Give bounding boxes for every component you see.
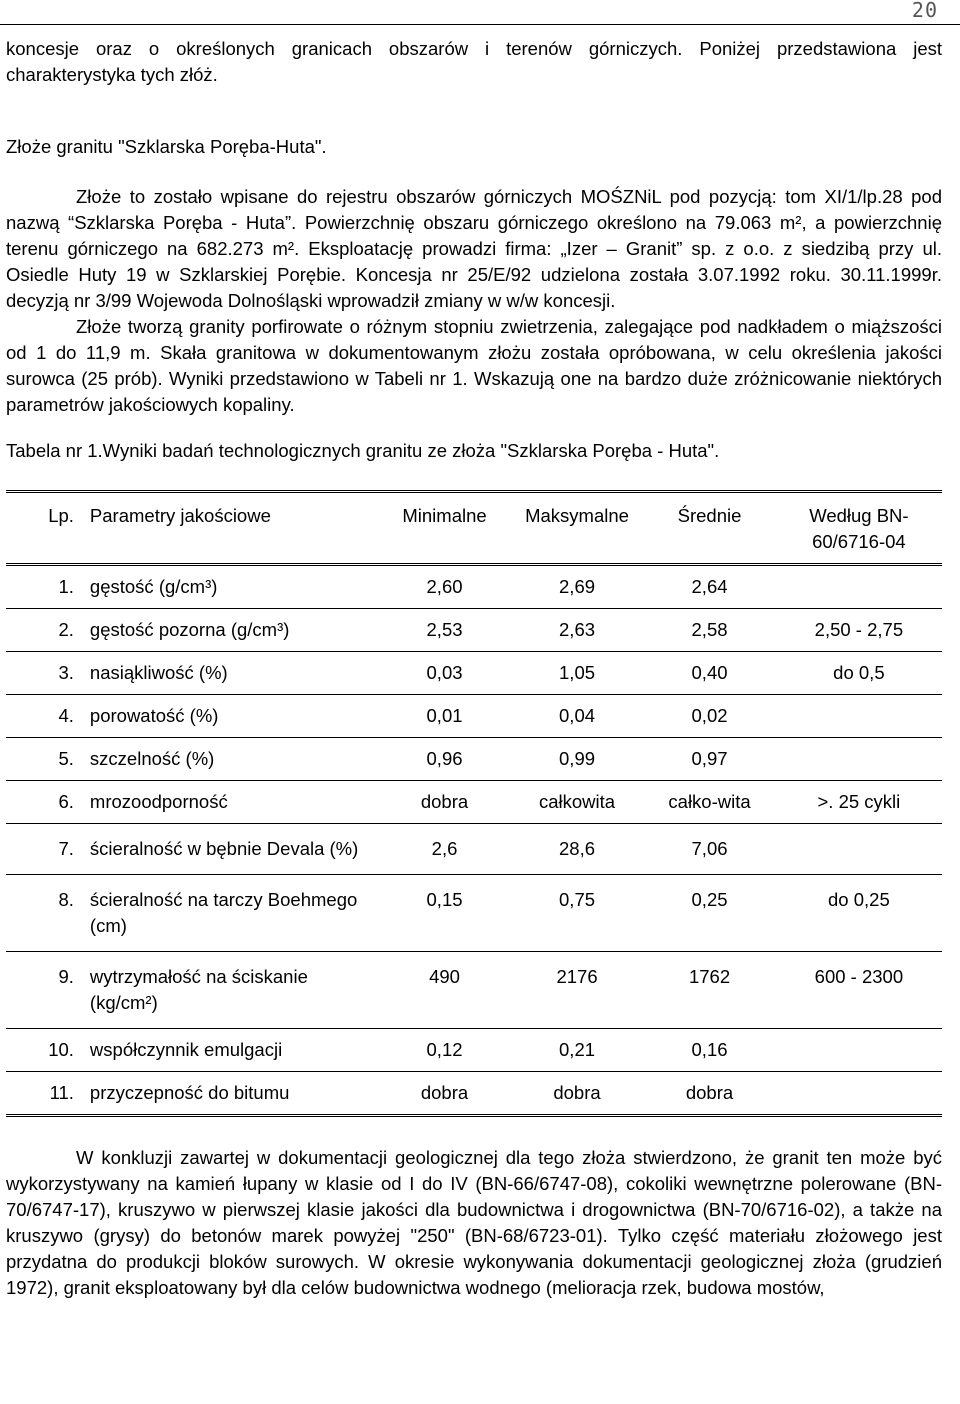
- cell-min: 2,6: [378, 824, 511, 875]
- cell-param: gęstość (g/cm³): [86, 565, 378, 609]
- cell-norm: >. 25 cykli: [776, 781, 942, 824]
- cell-avg: 1762: [643, 952, 776, 1029]
- cell-lp: 5.: [6, 738, 86, 781]
- table-row: [6, 1029, 942, 1072]
- cell-max: 28,6: [511, 824, 644, 875]
- registration-paragraph: Złoże to zostało wpisane do rejestru obszarów górniczych MOŚZNiL pod pozycją: tom XI/1/lp.28 pod nazwą “Szklarska Poręba - Huta”. Powierzchnię obszaru górniczego określono na 79.063 m², a powierzchnię terenu górniczego na 682.273 m². Eksploatację prowadzi firma: „Izer – Granit” sp. z o.o. z siedzibą przy ul. Osiedle Huty 19 w Szklarskiej Porębie. Koncesja nr 25/E/92 udzielona została 3.07.1992 roku. 30.11.1999r. decyzją nr 3/99 Wojewoda Dolnośląski wprowadził zmiany w w/w koncesji.: [6, 186, 942, 311]
- cell-param: gęstość pozorna (g/cm³): [86, 609, 378, 652]
- cell-avg: 7,06: [643, 824, 776, 875]
- cell-min: 0,15: [378, 875, 511, 952]
- table-row: [6, 781, 942, 824]
- cell-norm: do 0,25: [776, 875, 942, 952]
- cell-max: dobra: [553, 1082, 601, 1103]
- header-param: Parametry jakościowe: [86, 492, 378, 565]
- cell-avg: 0,02: [643, 695, 776, 738]
- cell-norm: [776, 738, 942, 781]
- cell-min: 0,01: [378, 695, 511, 738]
- cell-min: dobra: [378, 781, 511, 824]
- cell-param: porowatość (%): [86, 695, 378, 738]
- cell-max: 2176: [511, 952, 644, 1029]
- cell-param: szczelność (%): [86, 738, 378, 781]
- cell-param: wytrzymałość na ściskanie (kg/cm²): [86, 952, 378, 1029]
- table-row: [6, 824, 942, 875]
- cell-param: ścieralność na tarczy Boehmego (cm): [86, 875, 378, 952]
- cell-max: 0,04: [511, 695, 644, 738]
- table-caption: Tabela nr 1.Wyniki badań technologicznych granitu ze złoża "Szklarska Poręba - Huta".: [6, 440, 720, 461]
- page-content: [6, 36, 942, 1301]
- cell-avg: 0,25: [643, 875, 776, 952]
- cell-lp: 9.: [6, 952, 86, 1029]
- cell-lp: 3.: [6, 652, 86, 695]
- geology-paragraph: Złoże tworzą granity porfirowate o różnym stopniu zwietrzenia, zalegające pod nadkładem o miąższości od 1 do 11,9 m. Skała granitowa w dokumentowanym złożu została opróbowana, w celu określenia jakości surowca (25 prób). Wyniki przedstawiono w Tabeli nr 1. Wskazują one na bardzo duże zróżnicowanie niektórych parametrów jakościowych kopaliny.: [6, 316, 942, 415]
- cell-max: całkowita: [511, 781, 644, 824]
- cell-param: przyczepność do bitumu: [89, 1082, 290, 1103]
- cell-norm: [776, 1029, 942, 1072]
- cell-max: 1,05: [511, 652, 644, 695]
- cell-max: 0,75: [511, 875, 644, 952]
- cell-min: 0,96: [378, 738, 511, 781]
- cell-param: współczynnik emulgacji: [86, 1029, 378, 1072]
- table-row: [6, 565, 942, 609]
- header-norm: Według BN-60/6716-04: [776, 492, 942, 565]
- cell-avg: 2,64: [643, 565, 776, 609]
- cell-norm: 2,50 - 2,75: [776, 609, 942, 652]
- cell-min: dobra: [420, 1082, 469, 1103]
- table-row: [6, 738, 942, 781]
- cell-max: 0,99: [511, 738, 644, 781]
- cell-norm: 600 - 2300: [776, 952, 942, 1029]
- table-header-row: [6, 492, 942, 565]
- cell-avg: 2,58: [643, 609, 776, 652]
- cell-lp: 7.: [6, 824, 86, 875]
- cell-norm: [776, 695, 942, 738]
- cell-min: 2,53: [378, 609, 511, 652]
- cell-norm: [776, 565, 942, 609]
- cell-max: 2,63: [511, 609, 644, 652]
- conclusion-paragraph: W konkluzji zawartej w dokumentacji geologicznej dla tego złoża stwierdzono, że granit ten może być wykorzystywany na kamień łupany w klasie od I do IV (BN-66/6747-08), cokoliki wewnętrzne polerowane (BN-70/6747-17), kruszywo w pierwszej klasie jakości dla budownictwa i drogownictwa (BN-70/6716-02), a także na kruszywo (grysy) do betonów marek powyżej "250" (BN-68/6723-01). Tylko część materiału złożowego jest przydatna do produkcji bloków surowych. W okresie wykonywania dokumentacji geologicznej złoża (grudzień 1972), granit eksploatowany był dla celów budownictwa wodnego (melioracja rzek, budowa mostów,: [6, 1147, 942, 1298]
- table-row: [6, 652, 942, 695]
- cell-max: 2,69: [511, 565, 644, 609]
- intro-paragraph: koncesje oraz o określonych granicach obszarów i terenów górniczych. Poniżej przedstawiona jest charakterystyka tych złóż.: [6, 38, 942, 85]
- cell-min: 2,60: [378, 565, 511, 609]
- cell-norm: [776, 824, 942, 875]
- cell-lp: 8.: [6, 875, 86, 952]
- header-min: Minimalne: [378, 492, 511, 565]
- cell-max: 0,21: [511, 1029, 644, 1072]
- cell-min: 0,12: [378, 1029, 511, 1072]
- cell-avg: 0,97: [643, 738, 776, 781]
- cell-avg: dobra: [685, 1082, 734, 1103]
- table-row: [6, 609, 942, 652]
- cell-lp: 10.: [6, 1029, 86, 1072]
- header-lp: Lp.: [6, 492, 86, 565]
- cell-lp: 4.: [6, 695, 86, 738]
- cell-param: mrozoodporność: [86, 781, 378, 824]
- page-number: 20: [911, 0, 938, 22]
- header-max: Maksymalne: [511, 492, 644, 565]
- cell-param: nasiąkliwość (%): [86, 652, 378, 695]
- table-row: [6, 875, 942, 952]
- table-row: [6, 1072, 942, 1116]
- header-rule: [0, 24, 960, 25]
- results-table: [6, 490, 942, 1117]
- cell-avg: całko-wita: [643, 781, 776, 824]
- cell-lp: 6.: [6, 781, 86, 824]
- section-heading: Złoże granitu "Szklarska Poręba-Huta".: [6, 136, 327, 157]
- cell-norm: [776, 1072, 942, 1116]
- cell-lp: 1.: [6, 565, 86, 609]
- table-row: [6, 952, 942, 1029]
- cell-lp: 11.: [49, 1082, 74, 1103]
- cell-avg: 0,40: [643, 652, 776, 695]
- cell-min: 0,03: [378, 652, 511, 695]
- table-row: [6, 695, 942, 738]
- cell-param: ścieralność w bębnie Devala (%): [86, 824, 378, 875]
- cell-avg: 0,16: [643, 1029, 776, 1072]
- cell-norm: do 0,5: [776, 652, 942, 695]
- cell-lp: 2.: [6, 609, 86, 652]
- header-avg: Średnie: [643, 492, 776, 565]
- cell-min: 490: [378, 952, 511, 1029]
